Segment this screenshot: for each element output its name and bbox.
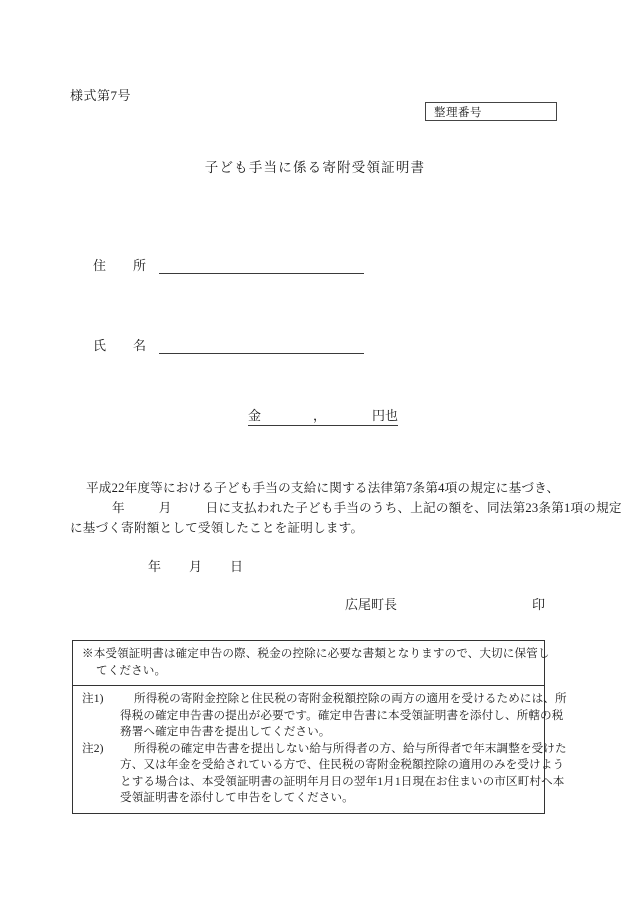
certification-body — [70, 478, 622, 538]
amount-input-units[interactable] — [326, 410, 372, 426]
notice-asterisk-row — [73, 641, 550, 685]
notice-notes-row — [73, 685, 567, 813]
address-input-line[interactable] — [159, 258, 364, 274]
issue-date-year[interactable]: 年 — [148, 559, 162, 574]
address-label: 住 所 — [93, 258, 154, 273]
issuer-name: 広尾町長 — [345, 597, 398, 612]
note-1-marker: 注1) — [82, 692, 104, 705]
note-1-line-2: 得税の確定申告書の提出が必要です。確定申告書に本受領証明書を添付し、所轄の税 — [120, 708, 564, 722]
note-2-marker: 注2) — [82, 741, 104, 755]
name-input-line[interactable] — [159, 338, 364, 354]
note-2-line-3: とする場合は、本受領証明書の証明年月日の翌年1月1日現在お住まいの市区町村へ本 — [120, 774, 565, 788]
amount-suffix-label: 円也 — [372, 405, 398, 426]
note-2-line-4: 受領証明書を添付して申告をしてください。 — [120, 791, 354, 804]
note-item-2 — [82, 741, 567, 807]
notice-asterisk-line-1: ※本受領証明書は確定申告の際、税金の控除に必要な書類となりますので、大切に保管し — [82, 647, 550, 660]
reference-number-label: 整理番号 — [434, 106, 482, 119]
name-field-row — [93, 335, 364, 354]
address-field-row — [93, 255, 364, 274]
amount-separator-label: ， — [313, 405, 326, 426]
body-line-1: 平成22年度等における子ども手当の支給に関する法律第7条第4項の規定に基づき、 — [86, 481, 560, 495]
note-1-line-3: 務署へ確定申告書を提出してください。 — [120, 725, 331, 738]
body-line-2-rest: 日に支払われた子ども手当のうち、上記の額を、同法第23条第1項の規定 — [205, 501, 622, 515]
body-line-3: に基づく寄附額として受領したことを証明します。 — [70, 521, 364, 535]
note-2-body — [120, 741, 567, 807]
amount-input-thousands[interactable] — [261, 410, 313, 426]
notice-box — [72, 640, 567, 814]
note-2-line-2: 方、又は年金を受給されている方で、住民税の寄附金税額控除の適用のみを受けよう — [120, 758, 565, 771]
note-item-1 — [82, 691, 567, 741]
form-number: 様式第7号 — [70, 88, 132, 103]
body-month-blank[interactable]: 月 — [158, 501, 172, 515]
amount-prefix-label: 金 — [248, 405, 261, 426]
body-year-blank[interactable]: 年 — [112, 501, 125, 515]
body-line-2 — [70, 498, 622, 518]
note-2-line-1: 所得税の確定申告書を提出しない給与所得者の方、給与所得者で年末調整を受けた — [134, 741, 567, 755]
signature-row — [345, 594, 545, 613]
note-1-line-1: 所得税の寄附金控除と住民税の寄附金税額控除の両方の適用を受けるためには、所 — [134, 692, 567, 705]
issue-date-day[interactable]: 日 — [230, 559, 244, 574]
seal-mark: 印 — [531, 597, 545, 612]
issue-date-month[interactable]: 月 — [189, 559, 203, 574]
page-title: 子ども手当に係る寄附受領証明書 — [204, 160, 426, 175]
issue-date-row — [148, 556, 243, 575]
reference-number-box[interactable] — [425, 102, 557, 121]
amount-field-row — [248, 405, 398, 426]
notice-asterisk-line-2: てください。 — [96, 663, 167, 677]
note-1-body — [120, 691, 567, 741]
name-label: 氏 名 — [93, 338, 154, 353]
